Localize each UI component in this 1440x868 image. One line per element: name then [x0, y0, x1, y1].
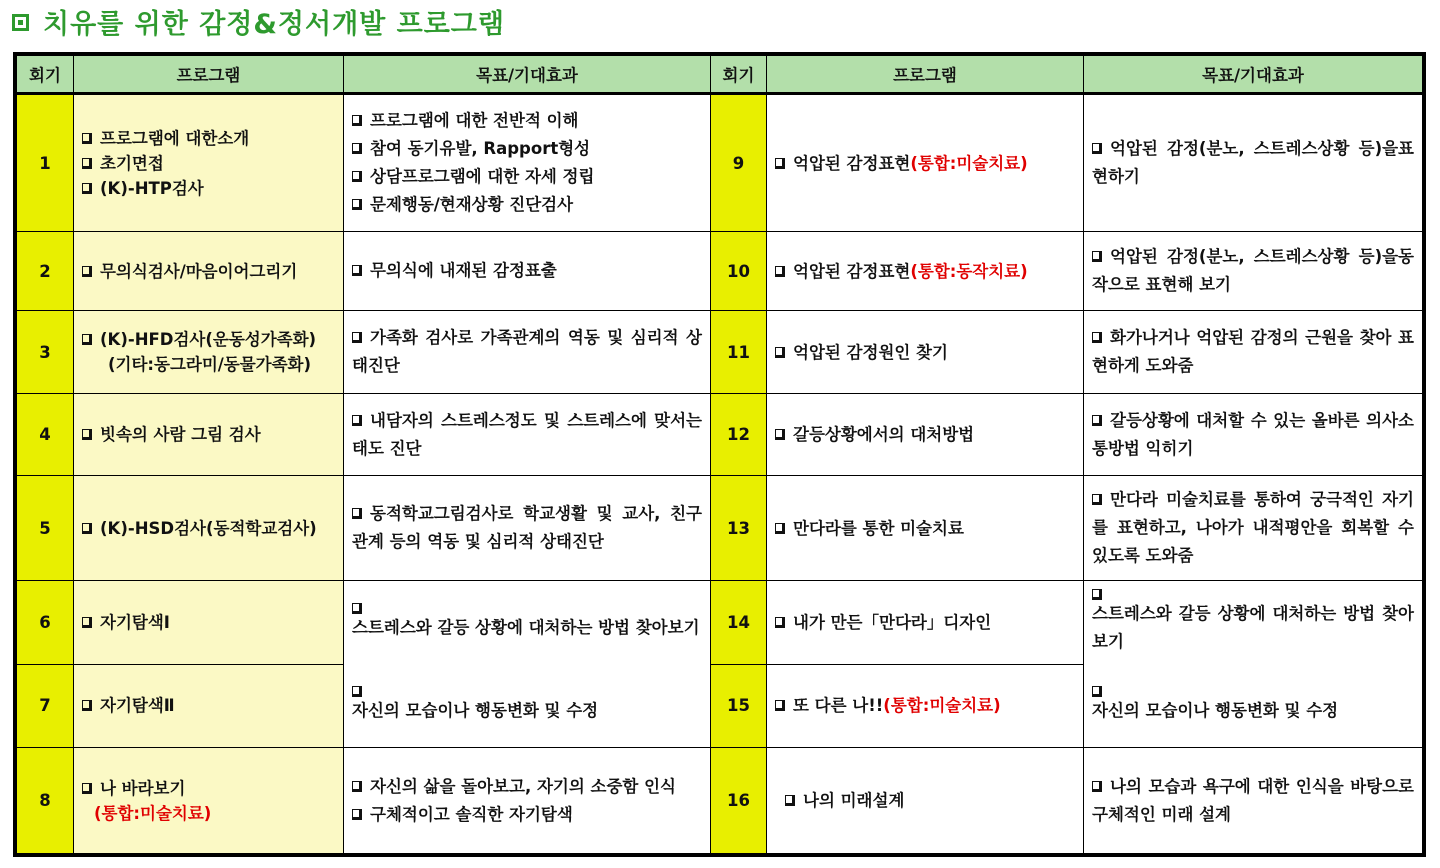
program-text: 자기탐색Ⅰ	[100, 612, 170, 632]
checkbox-icon	[1092, 686, 1102, 697]
table-row	[17, 311, 1423, 394]
checkbox-icon	[82, 133, 92, 144]
program-cell	[767, 748, 1084, 854]
goal-item	[1092, 324, 1414, 380]
program-text: (K)-HTP검사	[100, 178, 204, 198]
header-session: 회기	[711, 56, 767, 94]
program-cell	[74, 748, 344, 854]
table-row	[17, 581, 1423, 665]
goal-text: 갈등상황에 대처할 수 있는 올바른 의사소통방법 익히기	[1092, 410, 1414, 458]
program-text: 억압된 감정표현	[793, 261, 911, 281]
checkbox-icon	[82, 158, 92, 169]
program-item	[82, 610, 335, 635]
goal-cell	[344, 748, 711, 854]
session-number: 7	[17, 664, 74, 748]
goal-text: 프로그램에 대한 전반적 이해	[370, 111, 579, 130]
checkbox-icon	[1092, 781, 1102, 792]
goal-text: 자신의 삶을 돌아보고, 자기의 소중함 인식	[370, 776, 676, 796]
checkbox-icon	[352, 508, 362, 519]
goal-item	[1092, 589, 1414, 656]
checkbox-icon	[82, 783, 92, 794]
checkbox-icon	[82, 266, 92, 277]
checkbox-icon	[352, 415, 362, 426]
goal-item	[352, 107, 702, 135]
checkbox-icon	[1092, 415, 1102, 426]
checkbox-icon	[352, 199, 362, 210]
program-item	[775, 259, 1075, 284]
goal-text: 스트레스와 갈등 상황에 대처하는 방법 찾아보기	[352, 618, 700, 637]
header-program: 프로그램	[74, 56, 344, 94]
program-text: 억압된 감정원인 찾기	[793, 342, 948, 362]
checkbox-icon	[352, 143, 362, 154]
table-row	[17, 748, 1423, 854]
goal-cell	[344, 476, 711, 581]
program-text: 나의 미래설계	[803, 791, 905, 810]
program-note: (통합:미술치료)	[910, 153, 1028, 173]
checkbox-icon	[352, 115, 362, 126]
header-goal: 목표/기대효과	[1084, 56, 1423, 94]
goal-text: 동적학교그림검사로 학교생활 및 교사, 친구관계 등의 역동 및 심리적 상태진단	[352, 504, 702, 551]
checkbox-icon	[82, 617, 92, 628]
goal-text: 참여 동기유발, Rapport형성	[370, 139, 591, 158]
goal-cell	[1084, 311, 1423, 394]
session-number: 8	[17, 748, 74, 854]
table-row	[17, 476, 1423, 581]
table-row	[17, 232, 1423, 311]
session-number: 2	[17, 232, 74, 311]
checkbox-icon	[82, 183, 92, 194]
goal-text: 만다라 미술치료를 통하여 궁극적인 자기를 표현하고, 나아가 내적평안을 회복할 수 있도록 도와줌	[1092, 490, 1414, 565]
goal-item	[352, 801, 702, 829]
goal-item	[352, 135, 702, 163]
goal-block	[352, 664, 702, 747]
header-program: 프로그램	[767, 56, 1084, 94]
goal-text: 자신의 모습이나 행동변화 및 수정	[352, 701, 599, 720]
program-item	[775, 340, 1075, 365]
goal-text: 자신의 모습이나 행동변화 및 수정	[1092, 701, 1339, 720]
header-goal: 목표/기대효과	[344, 56, 711, 94]
checkbox-icon	[82, 334, 92, 345]
program-text: (기타:동그라미/동물가족화)	[108, 355, 312, 374]
program-note: (통합:미술치료)	[94, 803, 212, 823]
header-session: 회기	[17, 56, 74, 94]
session-number: 14	[711, 581, 767, 665]
program-item	[775, 422, 1075, 447]
program-table-frame	[13, 52, 1426, 857]
checkbox-icon	[1092, 494, 1102, 505]
program-text: 만다라를 통한 미술치료	[793, 518, 964, 538]
square-bullet-icon	[12, 14, 29, 31]
program-cell	[767, 394, 1084, 476]
checkbox-icon	[82, 429, 92, 440]
goal-item	[1092, 243, 1414, 299]
checkbox-icon	[1092, 143, 1102, 154]
program-text: 빗속의 사람 그림 검사	[100, 425, 261, 444]
checkbox-icon	[82, 700, 92, 711]
goal-item	[352, 324, 702, 380]
goal-text: 구체적이고 솔직한 자기탐색	[370, 804, 573, 824]
program-table	[16, 55, 1423, 854]
checkbox-icon	[1092, 332, 1102, 343]
program-item	[775, 516, 1075, 541]
goal-item	[352, 686, 598, 725]
checkbox-icon	[82, 523, 92, 534]
goal-cell	[344, 581, 711, 748]
table-row	[17, 94, 1423, 232]
goal-cell	[1084, 94, 1423, 232]
program-cell	[767, 581, 1084, 665]
checkbox-icon	[352, 332, 362, 343]
program-item	[82, 516, 335, 541]
goal-text: 스트레스와 갈등 상황에 대처하는 방법 찾아보기	[1092, 604, 1414, 651]
goal-item	[1092, 686, 1338, 725]
checkbox-icon	[775, 158, 785, 169]
goal-cell	[1084, 232, 1423, 311]
checkbox-icon	[352, 686, 362, 697]
program-text: 무의식검사/마음이어그리기	[100, 261, 298, 281]
program-cell	[767, 94, 1084, 232]
session-number: 6	[17, 581, 74, 665]
session-number: 3	[17, 311, 74, 394]
page-title: 치유를 위한 감정&정서개발 프로그램	[12, 2, 505, 41]
goal-text: 화가나거나 억압된 감정의 근원을 찾아 표현하게 도와줌	[1092, 328, 1414, 375]
program-note: (통합:미술치료)	[883, 696, 1001, 716]
program-item	[82, 693, 335, 718]
goal-item	[352, 257, 702, 285]
program-cell	[74, 232, 344, 311]
program-item	[775, 151, 1075, 176]
session-number: 13	[711, 476, 767, 581]
program-cell	[74, 394, 344, 476]
program-cell	[74, 476, 344, 581]
program-text: 억압된 감정표현	[793, 153, 911, 173]
goal-cell	[344, 394, 711, 476]
program-cell	[74, 94, 344, 232]
goal-item	[352, 407, 702, 463]
goal-text: 억압된 감정(분노, 스트레스상황 등)을표현하기	[1092, 139, 1414, 186]
program-cell	[767, 476, 1084, 581]
checkbox-icon	[1092, 589, 1102, 600]
goal-text: 상담프로그램에 대한 자세 정립	[370, 167, 595, 186]
program-item	[82, 126, 335, 151]
goal-text: 가족화 검사로 가족관계의 역동 및 심리적 상태진단	[352, 328, 702, 375]
program-text: 초기면접	[100, 153, 164, 173]
goal-cell	[1084, 581, 1423, 748]
checkbox-icon	[775, 266, 785, 277]
program-cell	[74, 311, 344, 394]
goal-cell	[344, 94, 711, 232]
goal-item	[1092, 407, 1414, 463]
program-cell	[767, 232, 1084, 311]
checkbox-icon	[352, 781, 362, 792]
session-number: 9	[711, 94, 767, 232]
goal-item	[352, 603, 700, 642]
program-item	[82, 352, 335, 377]
goal-text: 억압된 감정(분노, 스트레스상황 등)을동작으로 표현해 보기	[1092, 247, 1414, 294]
table-row	[17, 394, 1423, 476]
checkbox-icon	[775, 429, 785, 440]
program-cell	[767, 311, 1084, 394]
goal-cell	[1084, 476, 1423, 581]
goal-text: 내담자의 스트레스정도 및 스트레스에 맞서는 태도 진단	[352, 410, 702, 458]
session-number: 15	[711, 664, 767, 748]
program-item	[82, 259, 335, 284]
program-text: 프로그램에 대한소개	[100, 128, 250, 148]
program-note: (통합:동작치료)	[910, 261, 1028, 281]
program-item	[82, 776, 335, 801]
program-item	[785, 788, 1075, 813]
program-text: 나 바라보기	[100, 778, 186, 798]
goal-cell	[344, 232, 711, 311]
program-item	[82, 422, 335, 447]
program-item	[82, 176, 335, 201]
session-number: 10	[711, 232, 767, 311]
checkbox-icon	[352, 265, 362, 276]
program-item	[82, 151, 335, 176]
program-cell	[74, 664, 344, 748]
program-text: 자기탐색Ⅱ	[100, 696, 175, 716]
goal-cell	[1084, 394, 1423, 476]
goal-text: 문제행동/현재상황 진단검사	[370, 195, 574, 214]
checkbox-icon	[1092, 251, 1102, 262]
program-cell	[74, 581, 344, 665]
checkbox-icon	[775, 700, 785, 711]
goal-block	[1092, 664, 1414, 747]
goal-item	[1092, 486, 1414, 570]
goal-block	[1092, 581, 1414, 664]
session-number: 5	[17, 476, 74, 581]
session-number: 1	[17, 94, 74, 232]
checkbox-icon	[352, 603, 362, 614]
table-header-row	[17, 56, 1423, 94]
checkbox-icon	[352, 171, 362, 182]
goal-text: 무의식에 내재된 감정표출	[370, 261, 557, 280]
checkbox-icon	[775, 523, 785, 534]
goal-cell	[344, 311, 711, 394]
program-item	[82, 801, 335, 826]
program-text: 또 다른 나!!	[793, 696, 884, 716]
program-item	[775, 693, 1075, 718]
program-text: 내가 만든「만다라」디자인	[793, 612, 992, 632]
goal-item	[1092, 135, 1414, 191]
session-number: 11	[711, 311, 767, 394]
goal-item	[1092, 773, 1414, 829]
checkbox-icon	[352, 809, 362, 820]
program-cell	[767, 664, 1084, 748]
program-text: (K)-HFD검사(운동성가족화)	[100, 330, 317, 349]
checkbox-icon	[775, 347, 785, 358]
goal-text: 나의 모습과 욕구에 대한 인식을 바탕으로 구체적인 미래 설계	[1092, 776, 1414, 824]
goal-item	[352, 773, 702, 801]
program-item	[775, 610, 1075, 635]
goal-item	[352, 191, 702, 219]
goal-cell	[1084, 748, 1423, 854]
program-item	[82, 327, 335, 352]
program-text: 갈등상황에서의 대처방법	[793, 425, 975, 444]
session-number: 16	[711, 748, 767, 854]
checkbox-icon	[775, 617, 785, 628]
session-number: 4	[17, 394, 74, 476]
goal-item	[352, 500, 702, 556]
goal-block	[352, 581, 702, 664]
goal-item	[352, 163, 702, 191]
session-number: 12	[711, 394, 767, 476]
program-text: (K)-HSD검사(동적학교검사)	[100, 518, 317, 538]
checkbox-icon	[785, 795, 795, 806]
